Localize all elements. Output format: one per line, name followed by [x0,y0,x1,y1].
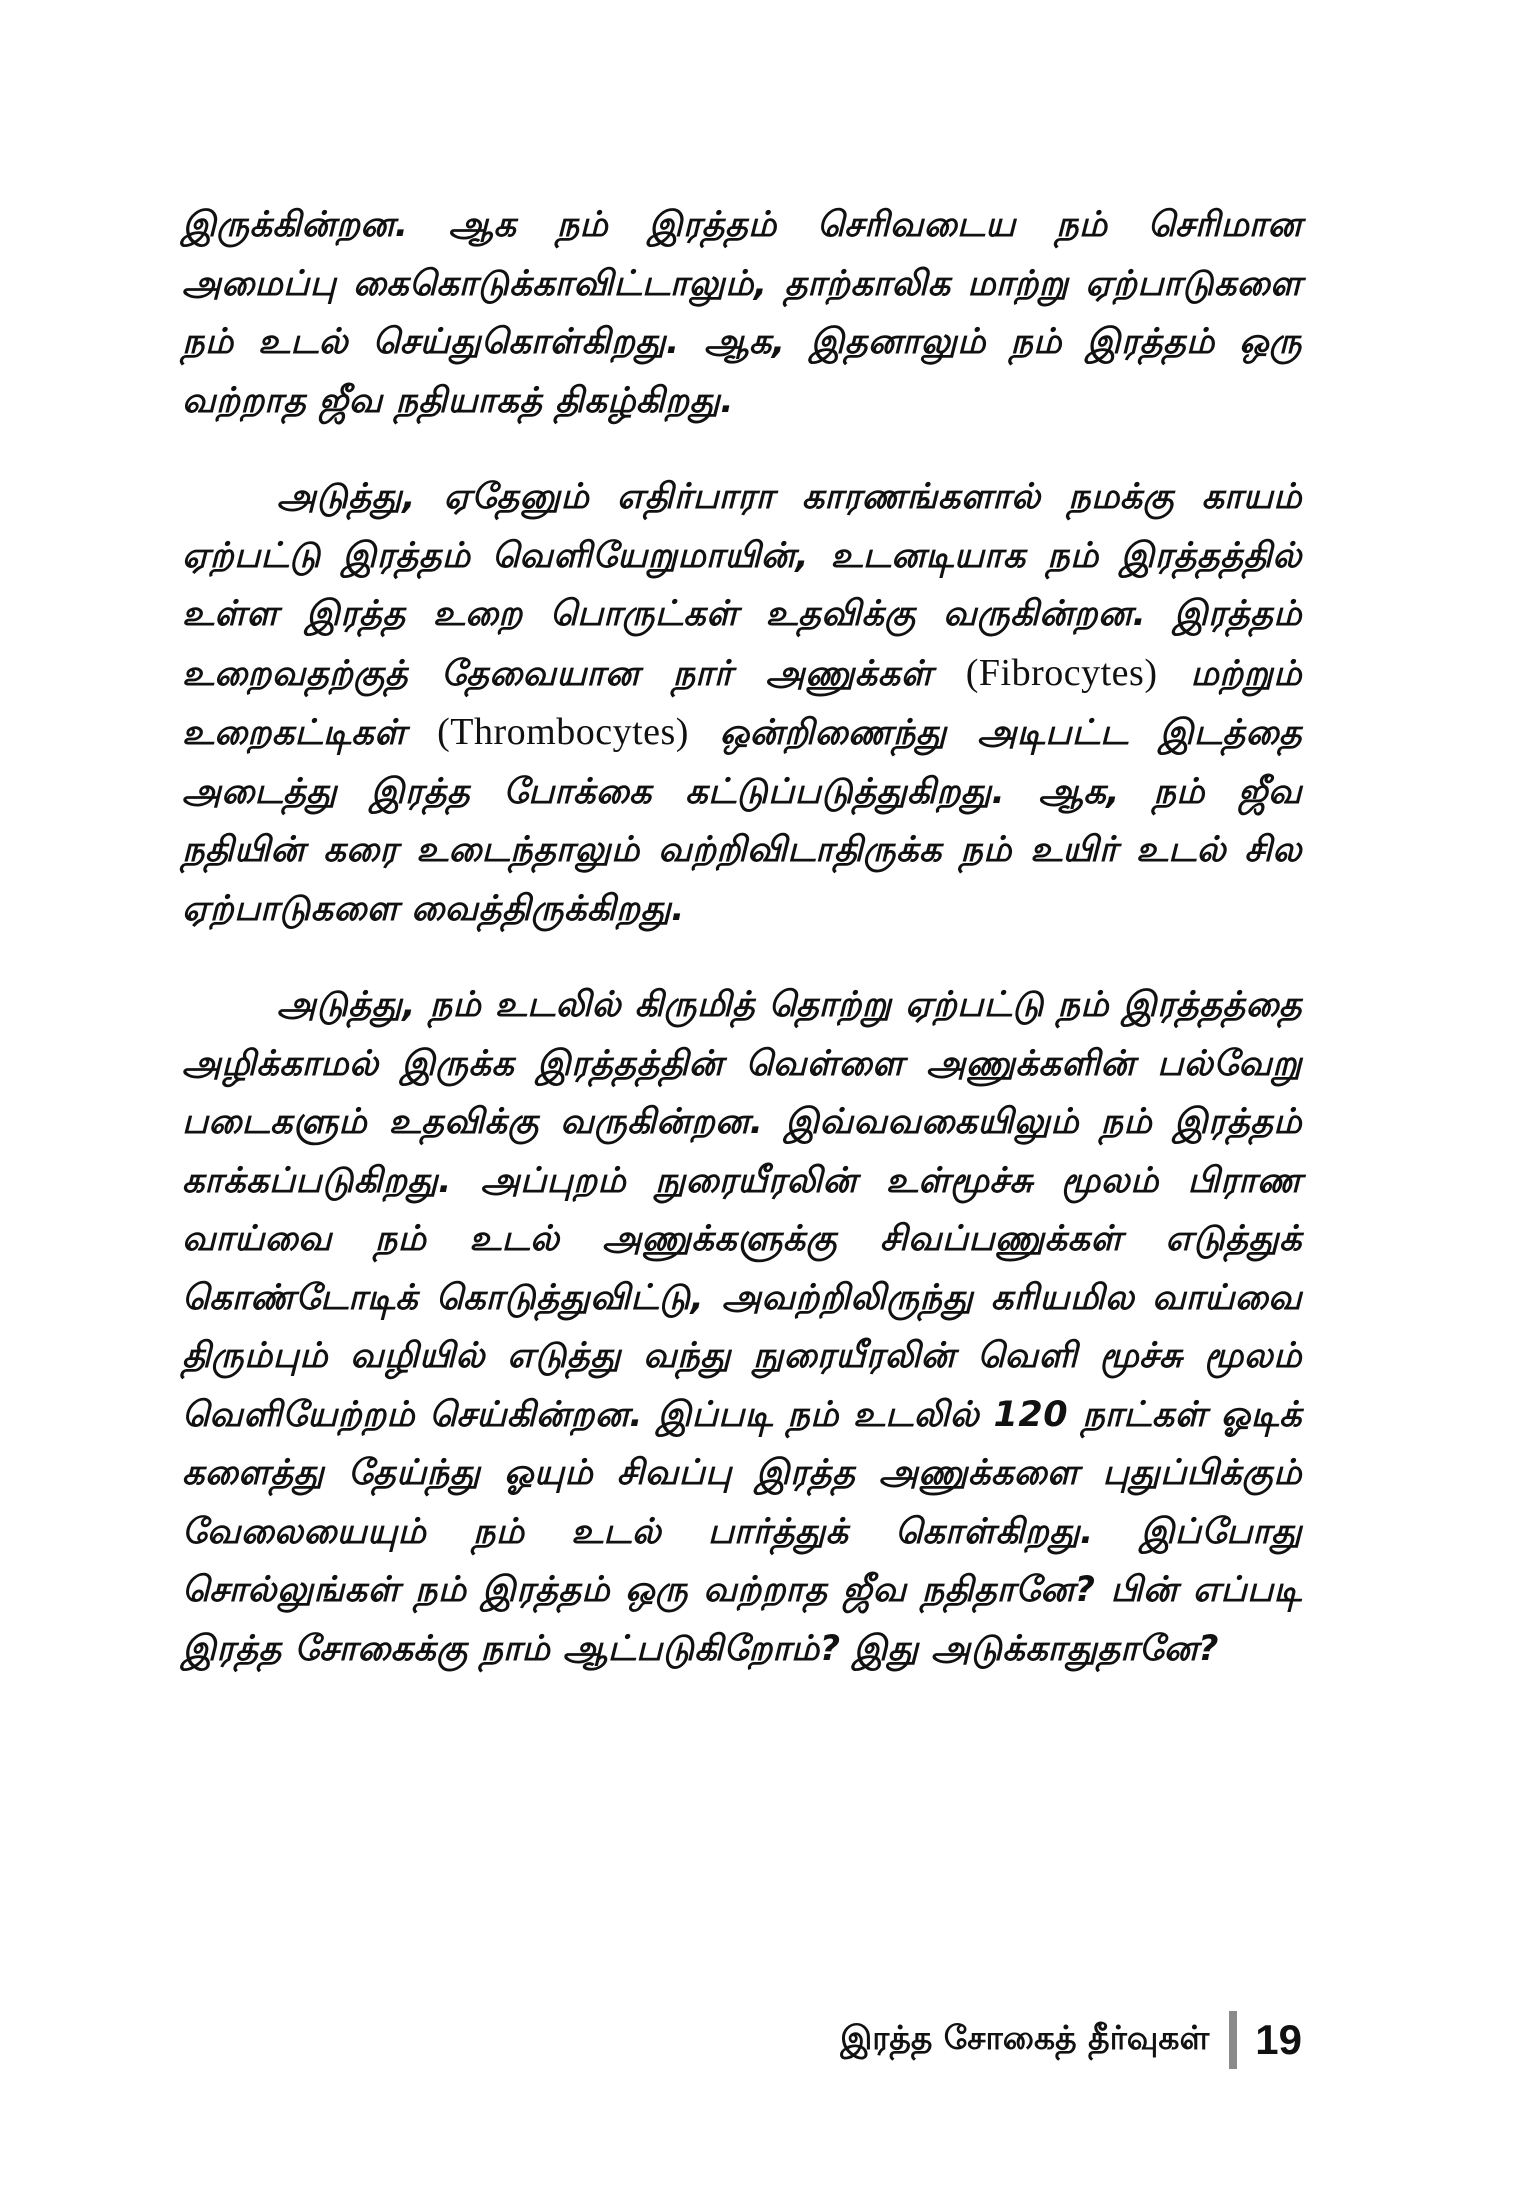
page-footer [600,2010,1302,2070]
paragraph-1: இருக்கின்றன. ஆக நம் இரத்தம் செரிவடைய நம் செரிமான அமைப்பு கைகொடுக்காவிட்டாலும், தாற்காலிக மாற்று ஏற்பாடுகளை நம் உடல் செய்துகொள்கிறது. ஆக, இதனாலும் நம் இரத்தம் ஒரு வற்றாத ஜீவ நதியாகத் திகழ்கிறது. [182,205,1302,421]
term-thrombocytes: (Thrombocytes) [437,711,689,753]
paragraph-2 [182,468,1302,938]
term-fibrocytes: (Fibrocytes) [965,651,1158,694]
paragraph-2-text-a: அடுத்து, ஏதேனும் எதிர்பாரா காரணங்களால் நமக்கு காயம் ஏற்பட்டு இரத்தம் வெளியேறுமாயின், உடனடியாக நம் இரத்தத்தில் உள்ள இரத்த உறை பொருட்கள் உதவிக்கு வருகின்றன. இரத்தம் உறைவதற்குத் தேவையான நார் அணுக்கள் [182,477,1302,694]
paragraph-2-text-c: ஒன்றிணைந்து அடிபட்ட இடத்தை அடைத்து இரத்த போக்கை கட்டுப்படுத்துகிறது. ஆக, நம் ஜீவ நதியின் கரை உடைந்தாலும் வற்றிவிடாதிருக்க நம் உயிர் உடல் சில ஏற்பாடுகளை வைத்திருக்கிறது. [182,713,1303,929]
page-number: 19 [1255,2016,1302,2063]
paragraph-2-text-b: மற்றும் உறைகட்டிகள் [182,653,1302,753]
footer-divider [1229,2011,1237,2069]
paragraph-3: அடுத்து, நம் உடலில் கிருமித் தொற்று ஏற்பட்டு நம் இரத்தத்தை அழிக்காமல் இருக்க இரத்தத்தின் வெள்ளை அணுக்களின் பல்வேறு படைகளும் உதவிக்கு வருகின்றன. இவ்வவகையிலும் நம் இரத்தம் காக்கப்படுகிறது. அப்புறம் நுரையீரலின் உள்மூச்சு மூலம் பிராண வாய்வை நம் உடல் அணுக்களுக்கு சிவப்பணுக்கள் எடுத்துக் கொண்டோடிக் கொடுத்துவிட்டு, அவற்றிலிருந்து கரியமில வாய்வை திரும்பும் வழியில் எடுத்து வந்து நுரையீரலின் வெளி மூச்சு மூலம் வெளியேற்றம் செய்கின்றன. இப்படி நம் உடலில் 120 நாட்கள் ஓடிக் களைத்து தேய்ந்து ஓயும் சிவப்பு இரத்த அணுக்களை புதுப்பிக்கும் வேலையையும் நம் உடல் பார்த்துக் கொள்கிறது. இப்போது சொல்லுங்கள் நம் இரத்தம் ஒரு வற்றாத ஜீவ நதிதானே? பின் எப்படி இரத்த சோகைக்கு நாம் ஆட்படுகிறோம்? இது அடுக்காதுதானே? [182,985,1302,1669]
running-title: இரத்த சோகைத் தீர்வுகள் [840,2018,1210,2057]
page-body [182,196,1302,1678]
